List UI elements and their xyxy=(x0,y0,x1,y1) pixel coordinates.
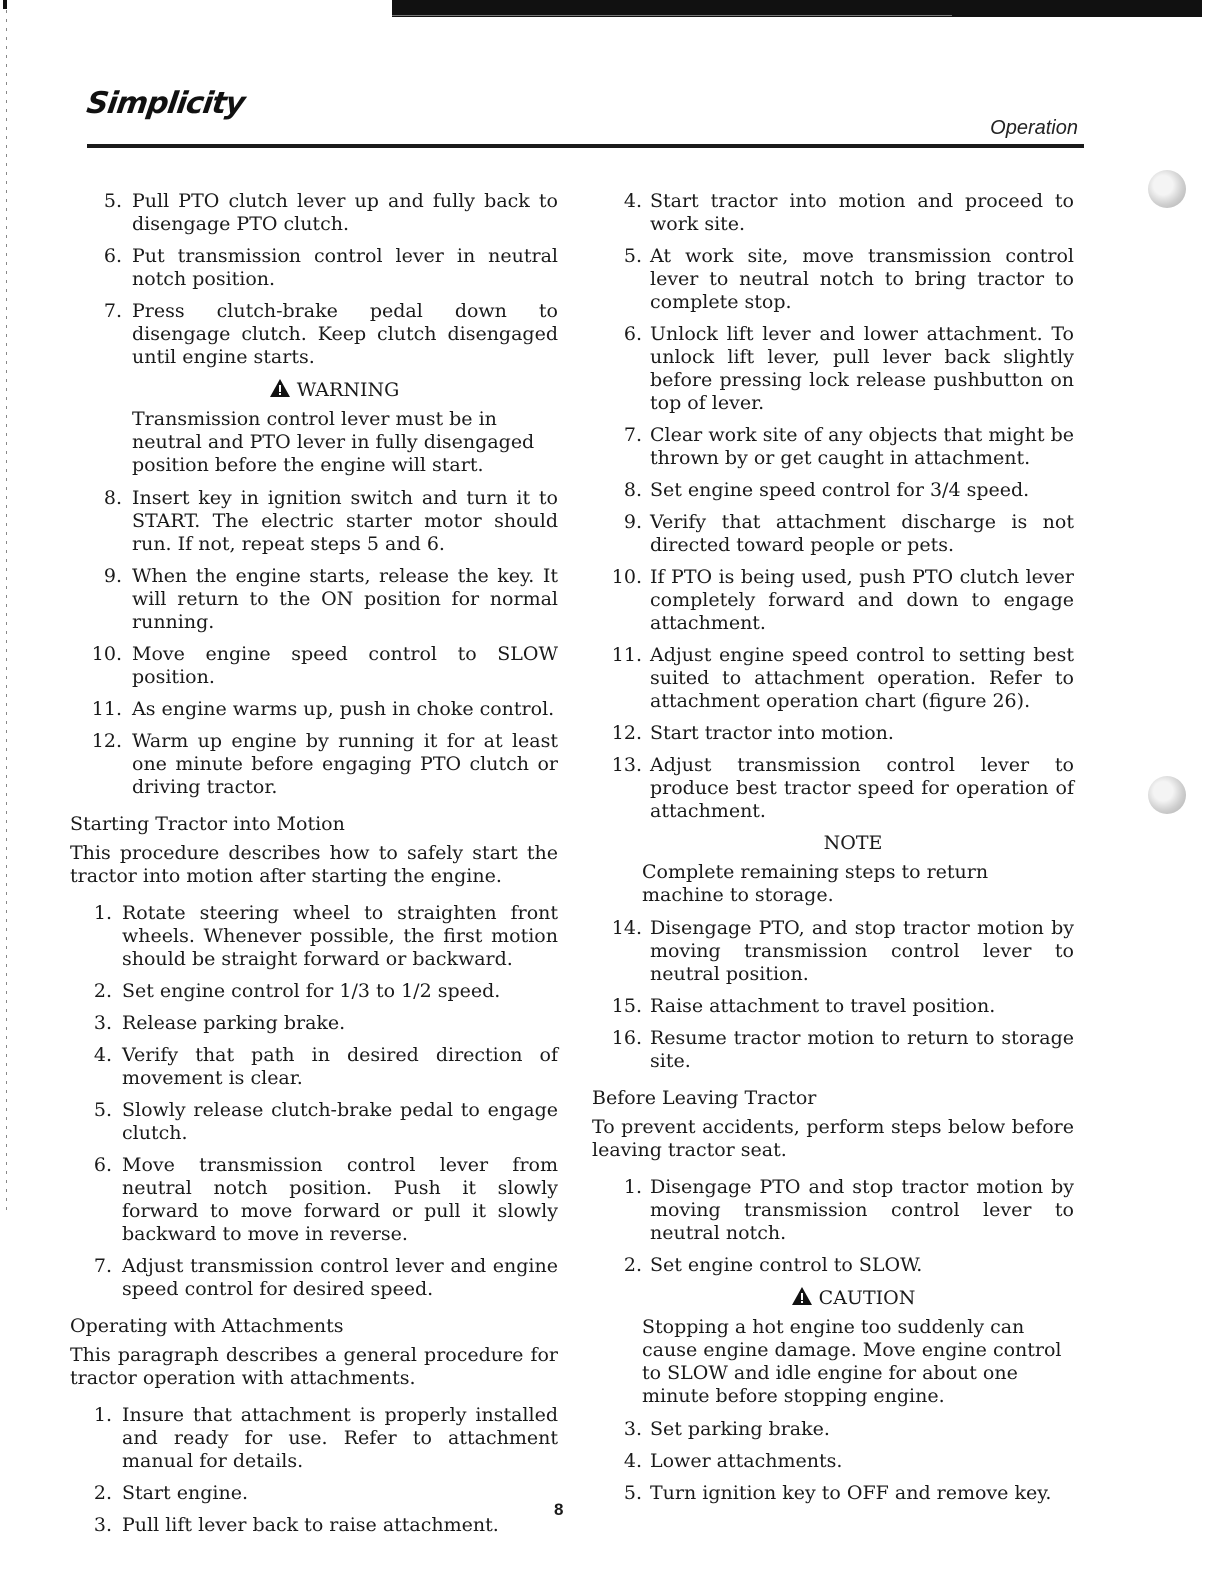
punch-hole xyxy=(1148,170,1186,208)
storage-steps xyxy=(592,917,1074,1073)
list-item: 9. Verify that attachment discharge is not directed toward people or pets. xyxy=(623,511,1074,556)
scan-edge xyxy=(6,10,7,1210)
list-item: 16. Resume tractor motion to return to storage site. xyxy=(611,1027,1074,1072)
leaving-intro: To prevent accidents, perform steps below before leaving tractor seat. xyxy=(592,1116,1074,1161)
list-item: 2. Start engine. xyxy=(93,1482,248,1504)
scan-mark xyxy=(3,0,7,9)
left-column xyxy=(70,190,558,1546)
list-item: 6. Unlock lift lever and lower attachment. To unlock lift lever, pull lever back slightly before pressing lock release pushbutton on top of lever. xyxy=(623,323,1074,414)
list-item: 1. Insure that attachment is properly installed and ready for use. Refer to attachment manual for details. xyxy=(93,1404,558,1472)
list-item: 7. Press clutch-brake pedal down to disengage clutch. Keep clutch disengaged until engine starts. xyxy=(103,300,558,368)
list-item: 9. When the engine starts, release the key. It will return to the ON position for normal running. xyxy=(103,565,558,633)
attachment-steps-continued xyxy=(592,190,1074,823)
warning-icon xyxy=(269,378,291,398)
start-steps xyxy=(70,190,558,369)
list-item: 5. At work site, move transmission control lever to neutral notch to bring tractor to complete stop. xyxy=(623,245,1074,313)
list-item: 8. Set engine speed control for 3/4 speed. xyxy=(623,479,1030,501)
brand-logo: Simplicity xyxy=(84,86,247,121)
attachments-heading: Operating with Attachments xyxy=(70,1315,344,1337)
list-item: 13. Adjust transmission control lever to produce best tractor speed for operation of attachment. xyxy=(611,754,1074,822)
motion-steps xyxy=(70,902,558,1301)
list-item: 12. Warm up engine by running it for at least one minute before engaging PTO clutch or driving tractor. xyxy=(91,730,558,798)
list-item: 4. Start tractor into motion and proceed to work site. xyxy=(623,190,1074,235)
list-item: 15. Raise attachment to travel position. xyxy=(611,995,996,1017)
list-item: 10. Move engine speed control to SLOW position. xyxy=(91,643,558,688)
warning-heading: WARNING xyxy=(70,378,558,402)
caution-heading: CAUTION xyxy=(592,1286,1074,1310)
page-number: 8 xyxy=(554,1500,564,1519)
header-rule xyxy=(87,144,1084,148)
attachments-steps xyxy=(70,1404,558,1537)
attachments-intro: This paragraph describes a general procedure for tractor operation with attachments. xyxy=(70,1344,558,1389)
list-item: 11. Adjust engine speed control to setting best suited to attachment operation. Refer to attachment operation chart (figure 26). xyxy=(611,644,1074,712)
list-item: 4. Verify that path in desired direction of movement is clear. xyxy=(93,1044,558,1089)
start-steps-continued xyxy=(70,487,558,799)
section-title: Operation xyxy=(990,117,1078,139)
top-rule xyxy=(392,15,952,16)
list-item: 6. Put transmission control lever in neutral notch position. xyxy=(103,245,558,290)
caution-icon xyxy=(791,1286,813,1306)
warning-text: Transmission control lever must be in neutral and PTO lever in fully disengaged position before the engine will start. xyxy=(132,408,535,476)
list-item: 10. If PTO is being used, push PTO clutch lever completely forward and down to engage attachment. xyxy=(611,566,1074,634)
leaving-heading: Before Leaving Tractor xyxy=(592,1087,817,1109)
list-item: 5. Slowly release clutch-brake pedal to engage clutch. xyxy=(93,1099,558,1144)
list-item: 7. Adjust transmission control lever and engine speed control for desired speed. xyxy=(93,1255,558,1300)
caution-text: Stopping a hot engine too suddenly can cause engine damage. Move engine control to SLOW and idle engine for about one minute before stopping engine. xyxy=(642,1316,1062,1407)
list-item: 8. Insert key in ignition switch and turn it to START. The electric starter motor should run. If not, repeat steps 5 and 6. xyxy=(103,487,558,555)
motion-heading: Starting Tractor into Motion xyxy=(70,813,345,835)
note-text: Complete remaining steps to return machine to storage. xyxy=(642,861,989,906)
list-item: 11. As engine warms up, push in choke control. xyxy=(91,698,555,720)
leaving-steps-continued xyxy=(592,1418,1074,1505)
list-item: 7. Clear work site of any objects that might be thrown by or get caught in attachment. xyxy=(623,424,1074,469)
list-item: 12. Start tractor into motion. xyxy=(611,722,894,744)
list-item: 3. Pull lift lever back to raise attachment. xyxy=(93,1514,499,1536)
motion-intro: This procedure describes how to safely start the tractor into motion after starting the engine. xyxy=(70,842,558,887)
list-item: 5. Turn ignition key to OFF and remove key. xyxy=(623,1482,1052,1504)
list-item: 1. Rotate steering wheel to straighten front wheels. Whenever possible, the first motion should be straight forward or backward. xyxy=(93,902,558,970)
list-item: 3. Release parking brake. xyxy=(93,1012,346,1034)
list-item: 2. Set engine control to SLOW. xyxy=(623,1254,923,1276)
list-item: 14. Disengage PTO, and stop tractor motion by moving transmission control lever to neutral position. xyxy=(611,917,1074,985)
list-item: 2. Set engine control for 1/3 to 1/2 speed. xyxy=(93,980,501,1002)
leaving-steps xyxy=(592,1176,1074,1277)
list-item: 1. Disengage PTO and stop tractor motion by moving transmission control lever to neutral notch. xyxy=(623,1176,1074,1244)
right-column xyxy=(592,190,1074,1514)
list-item: 5. Pull PTO clutch lever up and fully back to disengage PTO clutch. xyxy=(103,190,558,235)
note-heading: NOTE xyxy=(823,832,883,854)
list-item: 4. Lower attachments. xyxy=(623,1450,843,1472)
punch-hole xyxy=(1148,776,1186,814)
list-item: 3. Set parking brake. xyxy=(623,1418,830,1440)
list-item: 6. Move transmission control lever from neutral notch position. Push it slowly forward to move forward or pull it slowly backward to move in reverse. xyxy=(93,1154,558,1245)
